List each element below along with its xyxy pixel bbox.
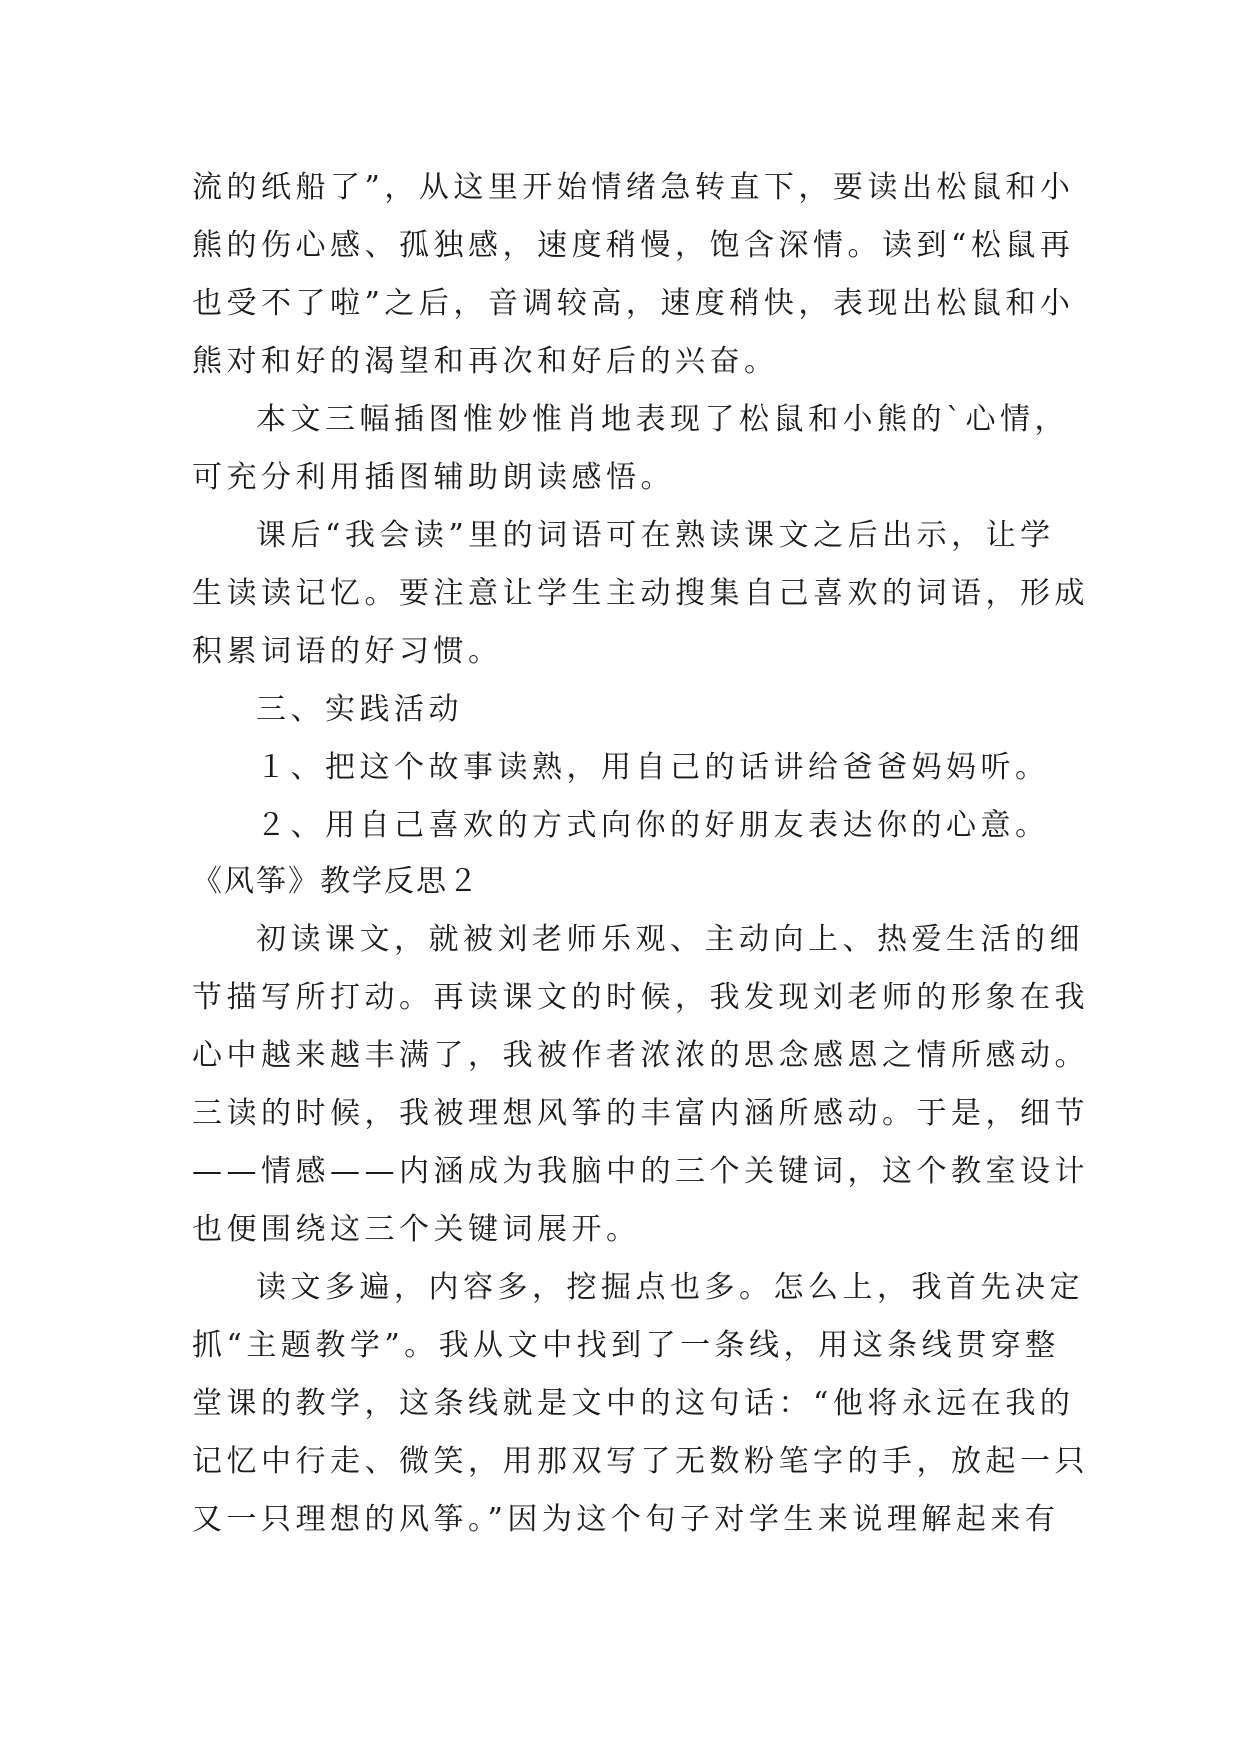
text-line: 又一只理想的风筝。”因为这个句子对学生来说理解起来有 <box>192 1502 1060 1537</box>
text-line: 本文三幅插图惟妙惟肖地表现了松鼠和小熊的`心情， <box>256 402 1069 437</box>
text-line: 抓“主题教学”。我从文中找到了一条线，用这条线贯穿整 <box>192 1328 1060 1363</box>
text-line: 熊对和好的渴望和再次和好后的兴奋。 <box>192 344 779 379</box>
text-line: 熊的伤心感、孤独感，速度稍慢，饱含深情。读到“松鼠再 <box>192 228 1075 263</box>
text-line: 课后“我会读”里的词语可在熟读课文之后出示，让学 <box>256 518 1055 553</box>
text-line: 读文多遍，内容多，挖掘点也多。怎么上，我首先决定 <box>256 1270 1084 1305</box>
text-line: 可充分利用插图辅助朗读感悟。 <box>192 460 675 495</box>
text-line: 也便围绕这三个关键词展开。 <box>192 1212 641 1247</box>
list-item: ２、用自己喜欢的方式向你的好朋友表达你的心意。 <box>256 808 1050 843</box>
text-line: 积累词语的好习惯。 <box>192 634 503 669</box>
document-title: 《风筝》教学反思２ <box>192 864 480 899</box>
text-line: 流的纸船了”，从这里开始情绪急转直下，要读出松鼠和小 <box>192 170 1075 205</box>
text-line: ——情感——内涵成为我脑中的三个关键词，这个教室设计 <box>192 1154 1089 1189</box>
list-item: １、把这个故事读熟，用自己的话讲给爸爸妈妈听。 <box>256 750 1050 785</box>
text-line: 节描写所打动。再读课文的时候，我发现刘老师的形象在我 <box>192 980 1089 1015</box>
section-heading: 三、实践活动 <box>256 692 463 727</box>
text-line: 初读课文，就被刘老师乐观、主动向上、热爱生活的细 <box>256 922 1084 957</box>
text-line: 也受不了啦”之后，音调较高，速度稍快，表现出松鼠和小 <box>192 286 1075 321</box>
text-line: 堂课的教学，这条线就是文中的这句话：“他将永远在我的 <box>192 1386 1075 1421</box>
text-line: 记忆中行走、微笑，用那双写了无数粉笔字的手，放起一只 <box>192 1444 1089 1479</box>
text-line: 心中越来越丰满了，我被作者浓浓的思念感恩之情所感动。 <box>192 1038 1089 1073</box>
text-line: 三读的时候，我被理想风筝的丰富内涵所感动。于是，细节 <box>192 1096 1089 1131</box>
text-line: 生读读记忆。要注意让学生主动搜集自己喜欢的词语，形成 <box>192 576 1089 611</box>
